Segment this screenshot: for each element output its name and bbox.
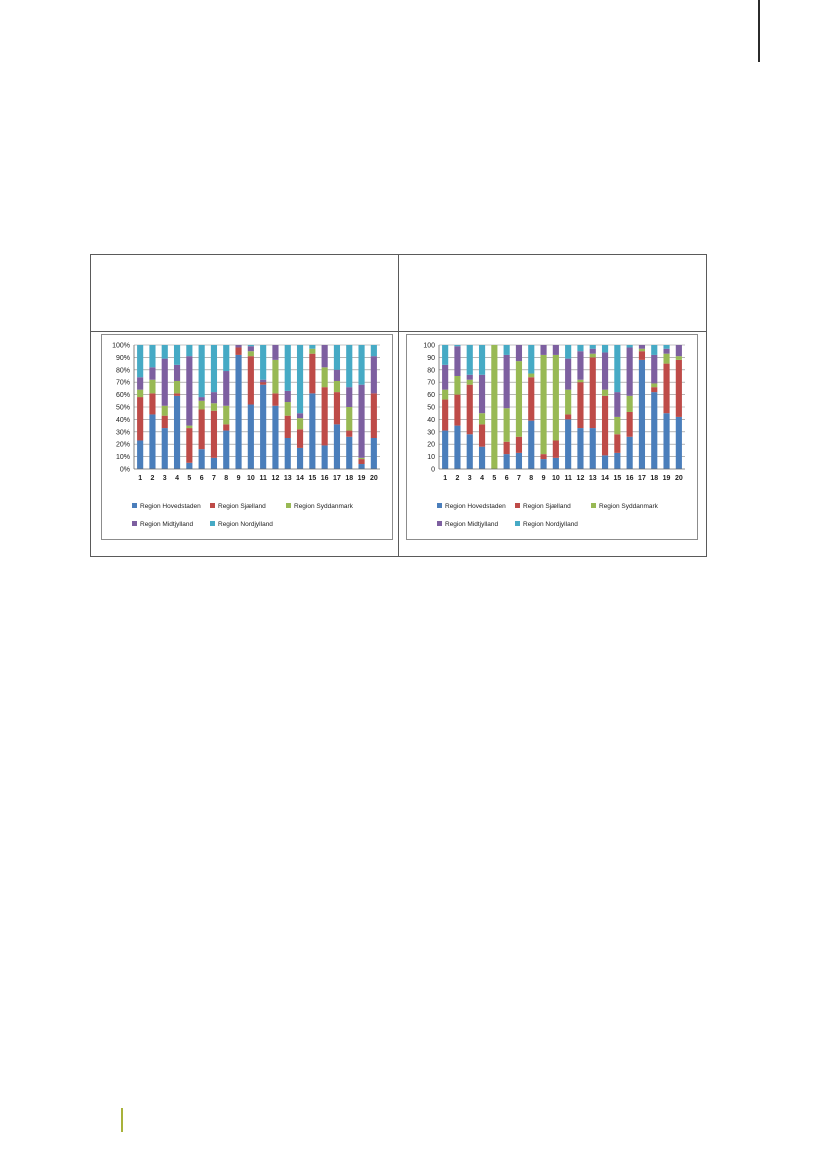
bar-segment	[211, 458, 217, 469]
bar-segment	[577, 382, 583, 428]
bar-segment	[162, 416, 168, 428]
legend-swatch	[515, 503, 520, 508]
x-tick-label: 14	[296, 475, 304, 482]
bar-segment	[590, 349, 596, 354]
legend-label: Region Nordjylland	[218, 521, 273, 528]
legend-swatch	[437, 503, 442, 508]
bar-segment	[602, 390, 608, 396]
bar-segment	[297, 418, 303, 429]
bar-segment	[639, 351, 645, 360]
y-tick-label: 70	[427, 379, 435, 387]
x-tick-label: 1	[443, 475, 448, 482]
bar-segment	[676, 360, 682, 417]
bar-segment	[199, 449, 205, 469]
bar-segment	[309, 393, 315, 469]
bar-segment	[174, 345, 180, 365]
legend-swatch	[210, 521, 215, 526]
bar-segment	[479, 424, 485, 446]
bar-segment	[663, 345, 669, 349]
bar-segment	[639, 360, 645, 469]
bar-segment	[235, 345, 241, 347]
x-tick-label: 3	[467, 475, 472, 482]
bar-segment	[516, 345, 522, 361]
bar-segment	[186, 426, 192, 428]
y-tick-label: 10%	[115, 454, 130, 462]
bar-segment	[260, 382, 266, 384]
legend-label: Region Sjælland	[523, 503, 571, 510]
y-tick-label: 100%	[112, 342, 130, 350]
bar-segment	[297, 448, 303, 469]
bar-segment	[627, 412, 633, 437]
bar-segment	[358, 385, 364, 458]
bar-segment	[442, 390, 448, 400]
bar-segment	[516, 453, 522, 469]
y-tick-label: 20%	[115, 441, 130, 449]
x-tick-label: 1	[138, 475, 143, 482]
bar-segment	[577, 351, 583, 380]
x-tick-label: 13	[283, 475, 292, 482]
legend-swatch	[515, 521, 520, 526]
y-tick-label: 90%	[115, 354, 130, 362]
bar-segment	[627, 345, 633, 347]
bar-segment	[149, 393, 155, 414]
x-tick-label: 6	[199, 475, 204, 482]
bar-segment	[651, 392, 657, 469]
bar-segment	[442, 431, 448, 469]
bar-segment	[590, 345, 596, 349]
bar-segment	[260, 385, 266, 469]
x-tick-label: 17	[638, 475, 646, 482]
x-tick-label: 16	[320, 475, 329, 482]
legend-label: Region Midtjylland	[445, 521, 499, 528]
y-tick-label: 50	[427, 404, 435, 412]
bar-segment	[137, 377, 143, 389]
right-chart	[407, 335, 697, 539]
bar-segment	[186, 345, 192, 356]
y-tick-label: 30%	[115, 429, 130, 437]
bar-segment	[614, 417, 620, 434]
bar-segment	[454, 346, 460, 376]
bar-segment	[442, 400, 448, 431]
bar-segment	[663, 354, 669, 364]
legend-swatch	[132, 521, 137, 526]
y-tick-label: 50%	[115, 404, 130, 412]
bar-segment	[540, 454, 546, 459]
x-tick-label: 5	[187, 475, 192, 482]
y-tick-label: 0%	[119, 466, 130, 474]
y-tick-label: 30	[427, 429, 435, 437]
x-tick-label: 16	[625, 475, 634, 482]
bar-segment	[260, 345, 266, 380]
bar-segment	[504, 454, 510, 469]
x-tick-label: 15	[308, 475, 317, 482]
x-tick-label: 10	[551, 475, 560, 482]
bar-segment	[371, 393, 377, 438]
bar-segment	[137, 440, 143, 469]
bar-segment	[223, 371, 229, 406]
bar-segment	[297, 429, 303, 448]
bar-segment	[676, 345, 682, 356]
bar-segment	[663, 364, 669, 414]
bar-segment	[186, 356, 192, 425]
x-tick-label: 9	[541, 475, 546, 482]
bar-segment	[614, 453, 620, 469]
x-tick-label: 2	[455, 475, 460, 482]
bar-segment	[553, 458, 559, 469]
bar-segment	[223, 406, 229, 425]
y-tick-label: 80%	[115, 367, 130, 375]
bar-segment	[491, 345, 497, 469]
bar-segment	[639, 349, 645, 351]
header-divider	[91, 331, 706, 332]
bar-segment	[358, 458, 364, 459]
y-tick-label: 70%	[115, 379, 130, 387]
bar-segment	[272, 345, 278, 360]
top-rule	[758, 0, 760, 62]
legend-swatch	[132, 503, 137, 508]
bar-segment	[467, 375, 473, 380]
bar-segment	[149, 367, 155, 379]
bar-segment	[651, 345, 657, 355]
bar-segment	[223, 424, 229, 430]
bar-segment	[186, 428, 192, 463]
bar-segment	[504, 345, 510, 355]
y-tick-label: 40%	[115, 416, 130, 424]
bar-segment	[346, 345, 352, 387]
footer-accent-bar	[121, 1108, 123, 1132]
bar-segment	[248, 405, 254, 469]
legend-label: Region Nordjylland	[523, 521, 578, 528]
bar-segment	[602, 455, 608, 469]
y-tick-label: 0	[431, 466, 435, 474]
x-tick-label: 17	[333, 475, 341, 482]
bar-segment	[467, 434, 473, 469]
y-tick-label: 40	[427, 416, 435, 424]
bar-segment	[565, 390, 571, 415]
bar-segment	[199, 401, 205, 410]
bar-segment	[272, 360, 278, 393]
bar-segment	[248, 346, 254, 351]
bar-segment	[285, 345, 291, 391]
y-tick-label: 20	[427, 441, 435, 449]
bar-segment	[199, 397, 205, 401]
bar-segment	[371, 356, 377, 393]
x-tick-label: 12	[271, 475, 280, 482]
bar-segment	[162, 428, 168, 469]
x-tick-label: 5	[492, 475, 497, 482]
bar-segment	[334, 381, 340, 392]
bar-segment	[528, 377, 534, 420]
bar-segment	[627, 347, 633, 395]
bar-segment	[614, 434, 620, 453]
bar-segment	[174, 381, 180, 393]
x-tick-label: 10	[246, 475, 255, 482]
bar-segment	[223, 431, 229, 469]
legend-label: Region Midtjylland	[140, 521, 194, 528]
x-tick-label: 8	[529, 475, 534, 482]
bar-segment	[516, 437, 522, 453]
x-tick-label: 2	[150, 475, 155, 482]
bar-segment	[565, 414, 571, 419]
x-tick-label: 12	[576, 475, 585, 482]
x-tick-label: 13	[588, 475, 597, 482]
x-tick-label: 19	[357, 475, 366, 482]
bar-segment	[235, 347, 241, 354]
bar-segment	[504, 408, 510, 441]
bar-segment	[137, 345, 143, 377]
y-tick-label: 80	[427, 367, 435, 375]
bar-segment	[614, 392, 620, 417]
bar-segment	[223, 345, 229, 371]
bar-segment	[602, 396, 608, 456]
bar-segment	[590, 357, 596, 428]
bar-segment	[516, 361, 522, 437]
bar-segment	[627, 396, 633, 412]
x-tick-label: 19	[662, 475, 671, 482]
legend-swatch	[591, 503, 596, 508]
y-tick-label: 90	[427, 354, 435, 362]
x-tick-label: 14	[601, 475, 609, 482]
bar-segment	[454, 376, 460, 395]
bar-segment	[186, 463, 192, 469]
bar-segment	[162, 345, 168, 359]
bar-segment	[467, 385, 473, 435]
bar-segment	[248, 356, 254, 404]
bar-segment	[540, 345, 546, 355]
bar-segment	[162, 359, 168, 406]
bar-segment	[454, 426, 460, 469]
bar-segment	[676, 417, 682, 469]
legend-swatch	[437, 521, 442, 526]
legend-swatch	[286, 503, 291, 508]
bar-segment	[248, 351, 254, 356]
bar-segment	[479, 345, 485, 375]
x-tick-label: 4	[175, 475, 180, 482]
bar-segment	[540, 459, 546, 469]
bar-segment	[272, 406, 278, 469]
panel-divider	[398, 255, 399, 556]
bar-segment	[309, 349, 315, 354]
bar-segment	[577, 380, 583, 382]
bar-segment	[174, 396, 180, 469]
right-chart-frame	[406, 334, 698, 540]
bar-segment	[211, 392, 217, 403]
bar-segment	[358, 464, 364, 469]
bar-segment	[528, 345, 534, 374]
bar-segment	[565, 345, 571, 359]
y-tick-label: 10	[427, 454, 435, 462]
x-tick-label: 18	[650, 475, 659, 482]
bar-segment	[149, 345, 155, 367]
bar-segment	[199, 345, 205, 397]
legend-label: Region Syddanmark	[599, 503, 658, 510]
bar-segment	[297, 345, 303, 413]
bar-segment	[602, 345, 608, 352]
bar-segment	[358, 345, 364, 385]
legend-label: Region Syddanmark	[294, 503, 353, 510]
bar-segment	[467, 380, 473, 385]
bar-segment	[334, 424, 340, 469]
bar-segment	[211, 411, 217, 458]
x-tick-label: 20	[674, 475, 683, 482]
bar-segment	[663, 413, 669, 469]
bar-segment	[614, 345, 620, 392]
bar-segment	[442, 345, 448, 365]
bar-segment	[371, 438, 377, 469]
bar-segment	[553, 355, 559, 441]
x-tick-label: 15	[613, 475, 622, 482]
bar-segment	[553, 440, 559, 457]
bar-segment	[322, 367, 328, 387]
bar-segment	[346, 387, 352, 407]
bar-segment	[149, 380, 155, 394]
bar-segment	[285, 416, 291, 438]
bar-segment	[322, 345, 328, 367]
bar-segment	[651, 355, 657, 384]
bar-segment	[454, 345, 460, 346]
bar-segment	[149, 414, 155, 469]
bar-segment	[504, 355, 510, 408]
bar-segment	[309, 345, 315, 349]
bar-segment	[590, 428, 596, 469]
bar-segment	[479, 447, 485, 469]
bar-segment	[442, 365, 448, 390]
bar-segment	[504, 442, 510, 454]
right-panel-header	[399, 255, 706, 331]
bar-segment	[467, 345, 473, 375]
bar-segment	[162, 406, 168, 416]
bar-segment	[211, 403, 217, 410]
left-chart-frame	[101, 334, 393, 540]
bar-segment	[174, 393, 180, 395]
bar-segment	[199, 409, 205, 449]
bar-segment	[565, 359, 571, 390]
bar-segment	[334, 345, 340, 370]
x-tick-label: 20	[369, 475, 378, 482]
bar-segment	[285, 438, 291, 469]
x-tick-label: 11	[259, 475, 267, 482]
x-tick-label: 3	[162, 475, 167, 482]
bar-segment	[540, 355, 546, 454]
bar-segment	[454, 395, 460, 426]
legend-swatch	[210, 503, 215, 508]
bar-segment	[651, 383, 657, 387]
bar-segment	[602, 352, 608, 389]
bar-segment	[322, 387, 328, 445]
bar-segment	[285, 391, 291, 402]
bar-segment	[272, 393, 278, 405]
bar-segment	[553, 345, 559, 355]
x-tick-label: 9	[236, 475, 241, 482]
x-tick-label: 7	[516, 475, 521, 482]
x-tick-label: 6	[504, 475, 509, 482]
y-tick-label: 60	[427, 392, 435, 400]
legend-label: Region Sjælland	[218, 503, 266, 510]
y-tick-label: 60%	[115, 392, 130, 400]
x-tick-label: 11	[564, 475, 572, 482]
bar-segment	[260, 380, 266, 382]
bar-segment	[565, 419, 571, 469]
bar-segment	[639, 345, 645, 349]
bar-segment	[137, 390, 143, 397]
bar-segment	[346, 407, 352, 431]
bar-segment	[248, 345, 254, 346]
x-tick-label: 7	[211, 475, 216, 482]
left-chart	[102, 335, 392, 539]
bar-segment	[479, 375, 485, 413]
bar-segment	[590, 354, 596, 358]
bar-segment	[235, 355, 241, 469]
x-tick-label: 4	[480, 475, 485, 482]
bar-segment	[334, 370, 340, 381]
bar-segment	[528, 421, 534, 469]
bar-segment	[358, 459, 364, 464]
bar-segment	[663, 349, 669, 354]
bar-segment	[577, 345, 583, 351]
bar-segment	[334, 392, 340, 424]
bar-segment	[528, 374, 534, 378]
legend-label: Region Hovedstaden	[140, 503, 201, 510]
bar-segment	[479, 413, 485, 424]
bar-segment	[174, 365, 180, 381]
bar-segment	[211, 345, 217, 392]
bar-segment	[676, 356, 682, 360]
bar-segment	[297, 413, 303, 418]
bar-segment	[137, 397, 143, 440]
bar-segment	[651, 387, 657, 392]
bar-segment	[346, 431, 352, 437]
x-tick-label: 18	[345, 475, 354, 482]
bar-segment	[322, 445, 328, 469]
x-tick-label: 8	[224, 475, 229, 482]
bar-segment	[371, 345, 377, 356]
y-tick-label: 100	[423, 342, 435, 350]
bar-segment	[309, 354, 315, 394]
bar-segment	[346, 437, 352, 469]
legend-label: Region Hovedstaden	[445, 503, 506, 510]
left-panel-header	[91, 255, 398, 331]
bar-segment	[627, 437, 633, 469]
bar-segment	[285, 402, 291, 416]
bar-segment	[577, 428, 583, 469]
